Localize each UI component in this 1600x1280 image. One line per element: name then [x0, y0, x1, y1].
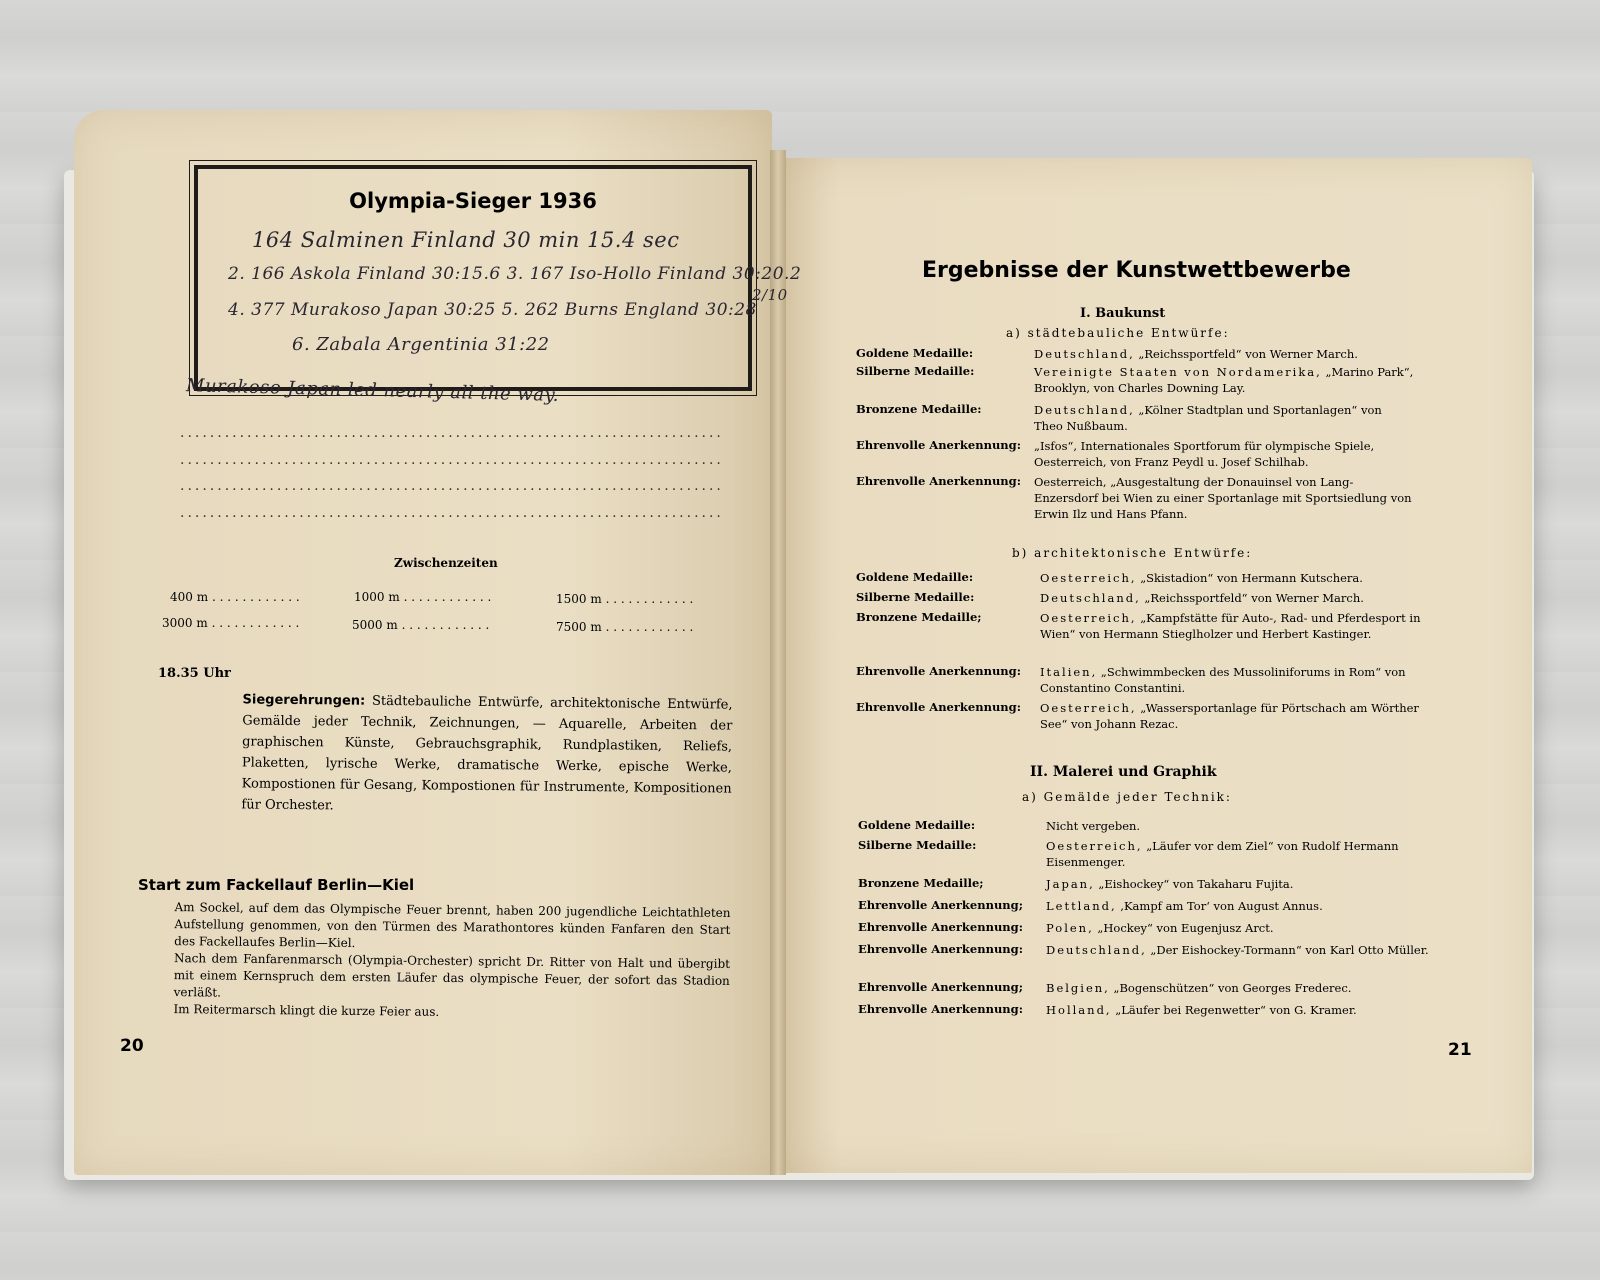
award-country: Polen,: [1046, 921, 1094, 935]
award-description: „Reichssportfeld“ von Werner March.: [1134, 347, 1358, 361]
handwritten-line-2: 2. 166 Askola Finland 30:15.6 3. 167 Iso-Hollo Finland 30:20.2: [228, 264, 802, 284]
page-number-left: 20: [120, 1036, 144, 1056]
dot-line: .........................................................................: [180, 452, 724, 468]
award-label: Goldene Medaille:: [858, 818, 976, 832]
award-label: Ehrenvolle Anerkennung;: [858, 898, 1023, 912]
award-description: „Skistadion“ von Hermann Kutschera.: [1136, 571, 1363, 585]
award-text: [1046, 876, 1436, 892]
award-text: [1040, 590, 1430, 606]
split-5000: 5000 m . . . . . . . . . . . .: [352, 618, 490, 632]
split-1500: 1500 m . . . . . . . . . . . .: [556, 592, 694, 606]
award-text: [1034, 402, 1414, 434]
handwritten-line-1: 164 Salminen Finland 30 min 15.4 sec: [252, 228, 680, 252]
award-description: „Der Eishockey-Tormann“ von Karl Otto Müller.: [1146, 943, 1429, 957]
award-country: Vereinigte Staaten von Nordamerika,: [1034, 365, 1322, 379]
award-country: Italien,: [1040, 665, 1098, 679]
fackellauf-p1: Am Sockel, auf dem das Olympische Feuer brennt, haben 200 jugendliche Leichtathleten Aufstellung genommen, von den Türmen des Marathontores künden Fanfaren den Start des Fackellaufes Berlin—Kiel.: [174, 900, 731, 950]
award-description: „Läufer vor dem Ziel“ von Rudolf Hermann Eisenmenger.: [1046, 839, 1399, 869]
award-description: „Hockey“ von Eugenjusz Arct.: [1093, 921, 1274, 935]
dot-line: .........................................................................: [180, 478, 724, 494]
award-text: [1046, 920, 1436, 936]
award-description: „Eishockey“ von Takaharu Fujita.: [1094, 877, 1294, 891]
award-country: Japan,: [1046, 877, 1095, 891]
award-label: Silberne Medaille:: [856, 590, 975, 604]
award-label: Goldene Medaille:: [856, 346, 974, 360]
award-country: Deutschland,: [1034, 403, 1135, 417]
handwritten-line-4: 6. Zabala Argentinia 31:22: [292, 334, 550, 355]
award-country: Deutschland,: [1034, 347, 1135, 361]
section-malerei: II. Malerei und Graphik: [1030, 764, 1217, 780]
split-7500: 7500 m . . . . . . . . . . . .: [556, 620, 694, 634]
award-text: [1046, 818, 1436, 834]
siegerehrungen-heading: Siegerehrungen:: [242, 692, 366, 709]
award-text: [1040, 664, 1430, 696]
split-1000: 1000 m . . . . . . . . . . . .: [354, 590, 492, 604]
award-text: [1034, 364, 1414, 396]
award-description: ‚Kampf am Tor‘ von August Annus.: [1116, 899, 1323, 913]
award-label: Silberne Medaille:: [856, 364, 975, 378]
fackellauf-text: [173, 899, 730, 1024]
award-label: Bronzene Medaille:: [856, 402, 982, 416]
subsection-architektonische: b) architektonische Entwürfe:: [1012, 546, 1253, 560]
fackellauf-p2: Nach dem Fanfarenmarsch (Olympia-Orchester) spricht Dr. Ritter von Halt und übergibt mit einem Kernspruch dem ersten Läufer das olympische Feuer, der sofort das Stadion verläßt.: [173, 951, 731, 1000]
award-text: [1046, 838, 1436, 870]
subsection-gemaelde: a) Gemälde jeder Technik:: [1022, 790, 1232, 804]
award-description: Oesterreich, „Ausgestaltung der Donauinsel von Lang-Enzersdorf bei Wien zu einer Sportanlage mit Sportsiedlung von Erwin Ilz und Hans Pfann.: [1034, 475, 1412, 521]
award-label: Ehrenvolle Anerkennung:: [856, 474, 1021, 488]
handwritten-note: Murakoso Japan led nearly all the way.: [185, 375, 560, 406]
page-number-right: 21: [1448, 1040, 1472, 1060]
award-label: Bronzene Medaille;: [858, 876, 984, 890]
award-text: [1040, 610, 1430, 642]
siegerehrungen-text: Städtebauliche Entwürfe, architektonische Entwürfe, Gemälde jeder Technik, Zeichnungen, — Aquarelle, Arbeiten der graphischen Künste, Gebrauchsgraphik, Rundplastiken, Reliefs, Plaketten, lyrische Werke, dramatische Werke, epische Werke, Kompostionen für Gesang, Kompostionen für Instrumente, Kompositionen für Orchester.: [241, 693, 733, 814]
award-country: Lettland,: [1046, 899, 1117, 913]
zwischenzeiten-title: Zwischenzeiten: [394, 556, 498, 570]
handwritten-line-3: 4. 377 Murakoso Japan 30:25 5. 262 Burns England 30:28: [228, 300, 757, 320]
award-country: Deutschland,: [1046, 943, 1147, 957]
award-description: „Läufer bei Regenwetter“ von G. Kramer.: [1111, 1003, 1357, 1017]
award-description: „Marino Park“, Brooklyn, von Charles Downing Lay.: [1034, 365, 1414, 395]
award-country: Oesterreich,: [1040, 571, 1137, 585]
fackellauf-p3: Im Reitermarsch klingt die kurze Feier aus.: [173, 1002, 440, 1019]
siegerehrungen-paragraph: [241, 689, 732, 820]
time-label: 18.35 Uhr: [158, 666, 231, 681]
subsection-staedtebauliche: a) städtebauliche Entwürfe:: [1006, 326, 1230, 340]
award-label: Bronzene Medaille;: [856, 610, 982, 624]
award-text: [1034, 474, 1414, 522]
award-country: Oesterreich,: [1040, 701, 1137, 715]
award-description: „Reichssportfeld“ von Werner March.: [1140, 591, 1364, 605]
dot-line: .........................................................................: [180, 505, 724, 521]
award-text: [1046, 980, 1436, 996]
split-400: 400 m . . . . . . . . . . . .: [170, 590, 300, 604]
award-text: [1046, 898, 1436, 914]
award-label: Ehrenvolle Anerkennung:: [856, 700, 1021, 714]
award-text: [1040, 570, 1430, 586]
award-label: Ehrenvolle Anerkennung:: [858, 1002, 1023, 1016]
award-description: Nicht vergeben.: [1046, 819, 1141, 833]
award-country: Deutschland,: [1040, 591, 1141, 605]
award-label: Ehrenvolle Anerkennung:: [856, 438, 1021, 452]
side-fraction: 2/10: [752, 286, 788, 304]
award-text: [1034, 438, 1414, 470]
award-description: „Bogenschützen“ von Georges Frederec.: [1109, 981, 1352, 995]
award-label: Ehrenvolle Anerkennung:: [858, 920, 1023, 934]
award-text: [1034, 346, 1414, 362]
right-page-title: Ergebnisse der Kunstwettbewerbe: [922, 258, 1351, 283]
award-label: Goldene Medaille:: [856, 570, 974, 584]
fackellauf-heading: Start zum Fackellauf Berlin—Kiel: [138, 876, 415, 894]
award-country: Oesterreich,: [1040, 611, 1137, 625]
award-country: Oesterreich,: [1046, 839, 1143, 853]
award-description: „Isfos“, Internationales Sportforum für olympische Spiele, Oesterreich, von Franz Peydl u. Josef Schilhab.: [1034, 439, 1375, 469]
award-text: [1046, 942, 1436, 958]
award-description: „Schwimmbecken des Mussoliniforums in Rom“ von Constantino Constantini.: [1040, 665, 1406, 695]
award-description: „Kölner Stadtplan und Sportanlagen“ von Theo Nußbaum.: [1034, 403, 1382, 433]
section-baukunst: I. Baukunst: [1080, 306, 1166, 321]
award-label: Ehrenvolle Anerkennung;: [858, 980, 1023, 994]
box-title: Olympia-Sieger 1936: [349, 189, 597, 213]
award-label: Ehrenvolle Anerkennung:: [858, 942, 1023, 956]
award-label: Silberne Medaille:: [858, 838, 977, 852]
award-text: [1046, 1002, 1436, 1018]
split-3000: 3000 m . . . . . . . . . . . .: [162, 616, 300, 630]
award-label: Ehrenvolle Anerkennung:: [856, 664, 1021, 678]
award-description: „Wassersportanlage für Pörtschach am Wörther See“ von Johann Rezac.: [1040, 701, 1419, 731]
award-country: Holland,: [1046, 1003, 1112, 1017]
dot-line: .........................................................................: [180, 425, 724, 441]
award-description: „Kampfstätte für Auto-, Rad- und Pferdesport in Wien“ von Hermann Stieglholzer und Herbert Kastinger.: [1040, 611, 1421, 641]
award-text: [1040, 700, 1430, 732]
award-country: Belgien,: [1046, 981, 1110, 995]
